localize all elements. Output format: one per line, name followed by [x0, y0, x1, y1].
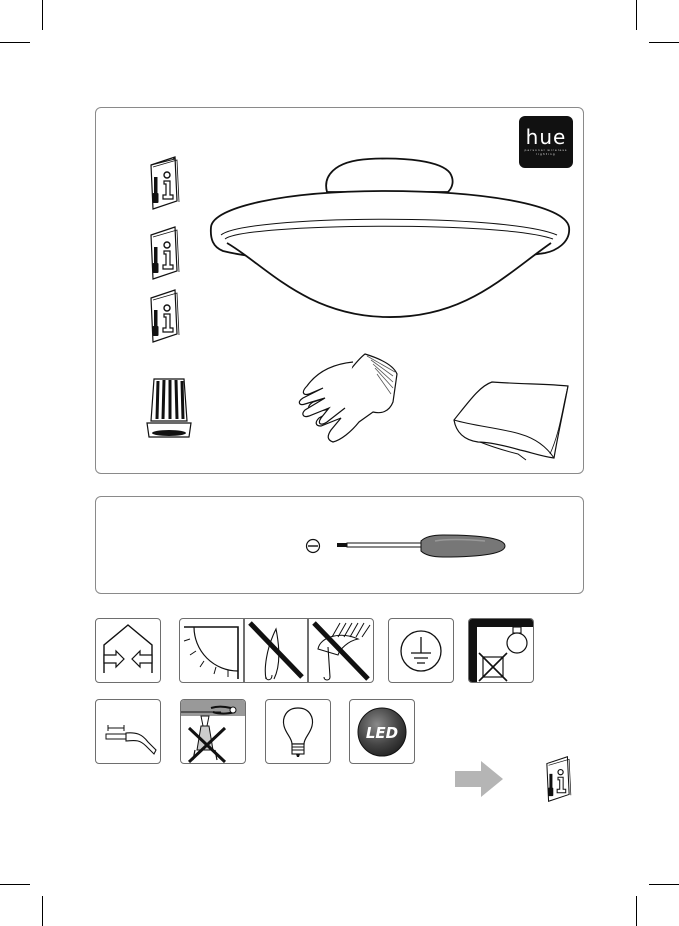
- wire-strip-icon: [95, 699, 161, 764]
- svg-text:LED: LED: [365, 724, 399, 742]
- hue-logo-text: hue: [525, 125, 567, 149]
- manual-booklet-icon: [143, 288, 185, 344]
- indoor-use-icon: [95, 618, 161, 683]
- sun-no-rain-icon: [179, 618, 374, 683]
- led-icon: [349, 699, 415, 764]
- flathead-symbol-icon: [305, 538, 321, 554]
- manual-booklet-icon: [143, 225, 185, 281]
- hue-logo-subtext: personal wireless lighting: [524, 148, 568, 156]
- crop-mark: [42, 0, 43, 30]
- no-cover-lamp-icon: [468, 618, 534, 683]
- crop-mark: [636, 0, 637, 30]
- crop-mark: [649, 884, 679, 885]
- cloth-icon: [450, 380, 572, 462]
- next-arrow-icon: [455, 759, 505, 799]
- crop-mark: [0, 42, 30, 43]
- earth-ground-icon: [388, 618, 454, 683]
- crop-mark: [636, 896, 637, 926]
- manual-booklet-icon: [540, 755, 576, 803]
- wire-connector-icon: [145, 375, 193, 443]
- crop-mark: [649, 42, 679, 43]
- bulb-icon: [265, 699, 331, 764]
- screwdriver-icon: [335, 533, 510, 561]
- no-cover-wires-icon: [180, 699, 246, 764]
- manual-booklet-icon: [143, 155, 185, 211]
- gloves-icon: [293, 352, 403, 444]
- ceiling-lamp-icon: [205, 155, 573, 325]
- crop-mark: [42, 896, 43, 926]
- crop-mark: [0, 884, 30, 885]
